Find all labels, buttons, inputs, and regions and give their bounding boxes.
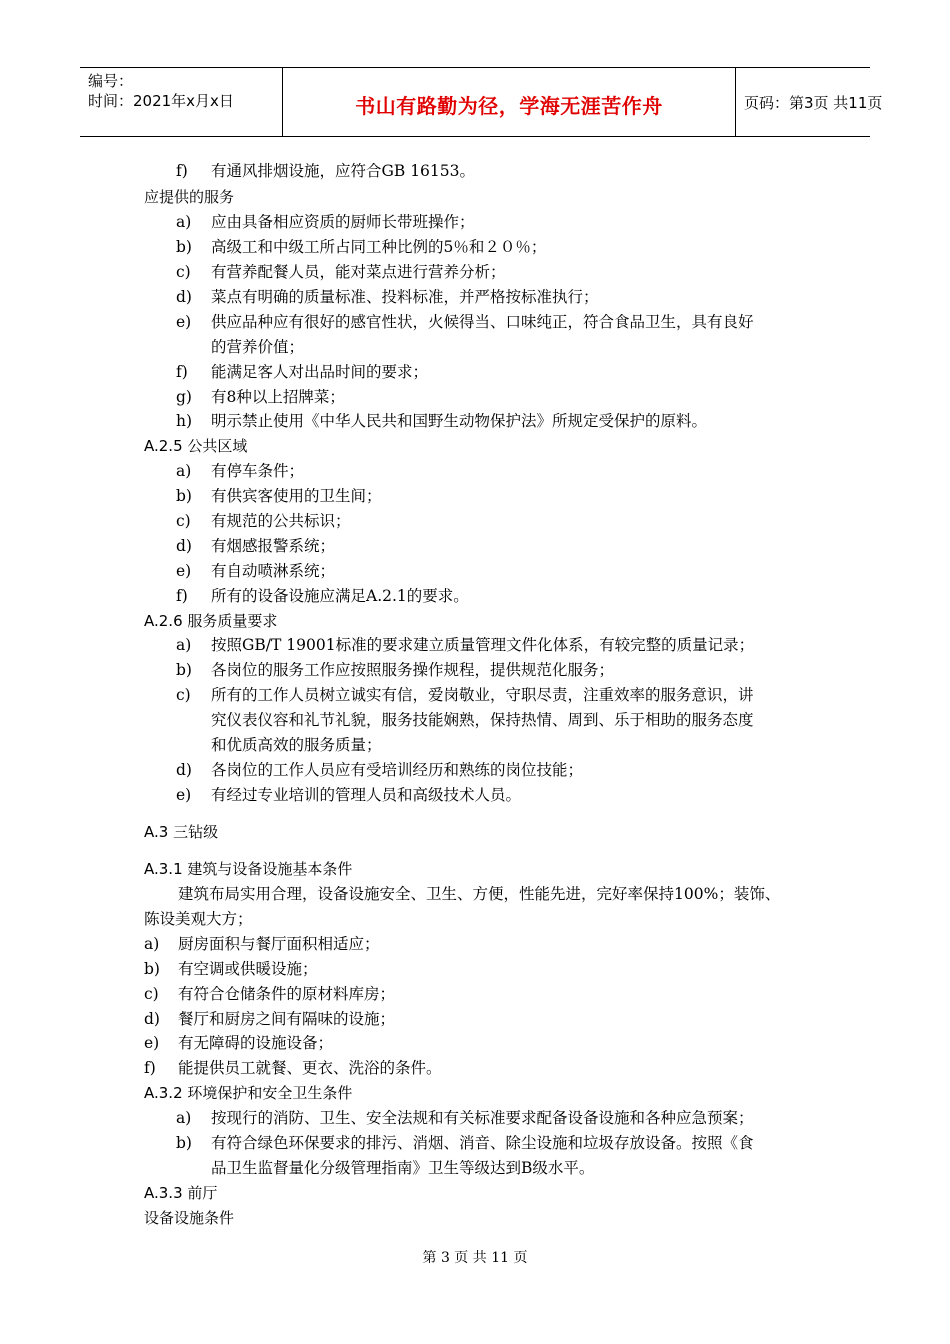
list-item-label: e) [176,313,192,331]
header-page-cell [736,68,883,136]
list-item-text: 能提供员工就餐、更衣、洗浴的条件。 [178,1059,442,1077]
paragraph-text: 建筑布局实用合理，设备设施安全、卫生、方便，性能先进，完好率保持100%；装饰、 [178,885,781,903]
header-info-cell [80,68,283,136]
list-item-label: b) [176,1134,192,1152]
list-item-text: 有规范的公共标识； [211,512,351,530]
list-item-label: d) [176,288,192,306]
list-item-label: a) [176,462,192,480]
list-item-label: b) [144,960,160,978]
section-heading: A.3.2 环境保护和安全卫生条件 [144,1084,353,1102]
list-item-label: e) [144,1034,160,1052]
list-item-label: b) [176,487,192,505]
list-item-text: 所有的工作人员树立诚实有信，爱岗敬业，守职尽责，注重效率的服务意识，讲 [211,686,754,704]
list-item-label: b) [176,238,192,256]
page-code: 页码：第3页 共11页 [744,94,883,112]
list-item-label: f) [144,1059,156,1077]
list-item-label: e) [176,786,192,804]
list-item-text: 能满足客人对出品时间的要求； [211,363,429,381]
list-item-label: c) [176,263,191,281]
list-item-continuation: 和优质高效的服务质量； [211,736,382,754]
list-item-label: e) [176,562,192,580]
list-item-label: f) [176,587,188,605]
section-heading: A.3.1 建筑与设备设施基本条件 [144,860,353,878]
list-item-label: f) [176,162,188,180]
section-heading: 应提供的服务 [144,188,235,206]
list-item-text: 有营养配餐人员，能对菜点进行营养分析； [211,263,506,281]
list-item-text: 按照GB/T 19001标准的要求建立质量管理文件化体系，有较完整的质量记录； [211,636,755,654]
list-item-text: 有空调或供暖设施； [178,960,318,978]
list-item-label: a) [176,213,192,231]
list-item-label: a) [144,935,160,953]
list-item-continuation: 的营养价值； [211,338,305,356]
list-item-text: 有烟感报警系统； [211,537,336,555]
motto-text: 书山有路勤为径，学海无涯苦作舟 [355,94,663,118]
list-item-text: 有停车条件； [211,462,305,480]
list-item-label: c) [144,985,159,1003]
list-item-text: 按现行的消防、卫生、安全法规和有关标准要求配备设备设施和各种应急预案； [211,1109,754,1127]
list-item-text: 所有的设备设施应满足A.2.1的要求。 [211,587,469,605]
section-heading: A.3.3 前厅 [144,1184,218,1202]
document-number-label: 编号： [88,72,134,90]
list-item-text: 高级工和中级工所占同工种比例的5％和２０％； [211,238,547,256]
list-item-text: 有经过专业培训的管理人员和高级技术人员。 [211,786,522,804]
list-item-text: 供应品种应有很好的感官性状，火候得当、口味纯正，符合食品卫生，具有良好 [211,313,754,331]
list-item-continuation: 品卫生监督量化分级管理指南》卫生等级达到B级水平。 [211,1159,595,1177]
page-header [80,67,883,137]
list-item-continuation: 究仪表仪容和礼节礼貌，服务技能娴熟，保持热情、周到、乐于相助的服务态度 [211,711,754,729]
list-item-text: 有供宾客使用的卫生间； [211,487,382,505]
list-item-text: 有8种以上招牌菜； [211,388,345,406]
list-item-text: 厨房面积与餐厅面积相适应； [178,935,380,953]
list-item-label: h) [176,412,193,430]
list-item-label: c) [176,686,191,704]
list-item-label: d) [176,537,192,555]
list-item-text: 应由具备相应资质的厨师长带班操作； [211,213,475,231]
list-item-text: 有符合绿色环保要求的排污、消烟、消音、除尘设施和垃圾存放设备。按照《食 [211,1134,754,1152]
list-item-label: b) [176,661,192,679]
list-item-text: 菜点有明确的质量标准、投料标准，并严格按标准执行； [211,288,599,306]
list-item-label: d) [176,761,192,779]
list-item-text: 各岗位的服务工作应按照服务操作规程，提供规范化服务； [211,661,615,679]
list-item-label: c) [176,512,191,530]
list-item-text: 餐厅和厨房之间有隔味的设施； [178,1010,396,1028]
header-motto-cell [283,68,736,136]
section-heading: A.2.5 公共区域 [144,437,248,455]
list-item-label: a) [176,1109,192,1127]
list-item-label: g) [176,388,192,406]
list-item-text: 有通风排烟设施，应符合GB 16153。 [211,162,476,180]
list-item-text: 有自动喷淋系统； [211,562,336,580]
list-item-text: 各岗位的工作人员应有受培训经历和熟练的岗位技能； [211,761,584,779]
document-date: 时间：2021年x月x日 [88,92,234,110]
list-item-text: 有无障碍的设施设备； [178,1034,334,1052]
section-heading: A.2.6 服务质量要求 [144,612,278,630]
paragraph-continuation: 陈设美观大方； [144,910,253,928]
section-title: A.3 三钻级 [144,823,219,841]
list-item-label: a) [176,636,192,654]
page-footer: 第 3 页 共 11 页 [422,1250,528,1266]
list-item-text: 明示禁止使用《中华人民共和国野生动物保护法》所规定受保护的原料。 [211,412,708,430]
list-item-label: d) [144,1010,160,1028]
list-item-text: 有符合仓储条件的原材料库房； [178,985,396,1003]
list-item-label: f) [176,363,188,381]
subsection-heading: 设备设施条件 [144,1209,235,1227]
